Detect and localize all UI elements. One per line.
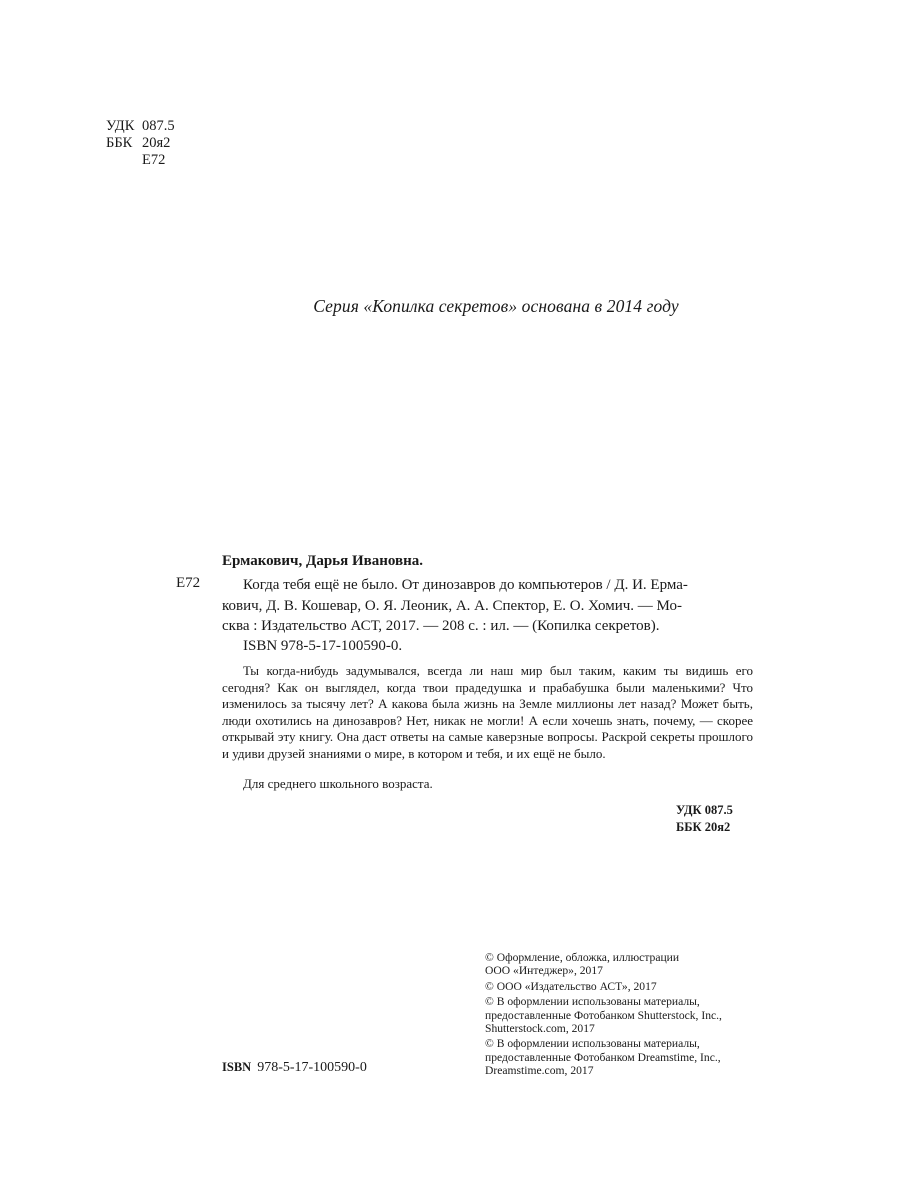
isbn-bottom-value: 978-5-17-100590-0 (257, 1060, 367, 1075)
copyright-dreamstime-line-3: Dreamstime.com, 2017 (485, 1064, 594, 1078)
audience-note: Для среднего школьного возраста. (243, 776, 433, 791)
copyright-design (485, 951, 785, 978)
bbk-label: ББК (106, 135, 133, 151)
copyright-publisher (485, 980, 785, 993)
bib-author-code: Е72 (176, 575, 201, 591)
bib-line-2: кович, Д. В. Кошевар, О. Я. Леоник, А. А. Спектор, Е. О. Хомич. — Мо- (222, 597, 683, 614)
bbk-bottom: ББК 20я2 (676, 820, 731, 834)
author-code-top: Е72 (142, 152, 166, 168)
bbk-value: 20я2 (142, 135, 171, 151)
annotation-text: Ты когда-нибудь задумывался, всегда ли наш мир был таким, каким ты видишь его сегодня? Как он выглядел, когда твои прадедушка и прабабушка были маленькими? Что изменилось за тысячу лет? А какова была жизнь на Земле миллионы лет назад? Может быть, люди охотились на динозавров? Нет, никак не могли! А если хочешь знать, почему, — скорее открывай эту книгу. Она даст ответы на самые каверзные вопросы. Раскрой секреты прошлого и удиви друзей знаниями о мире, в котором и тебя, и их ещё не было. (222, 663, 753, 761)
copyright-dreamstime-line-1: © В оформлении использованы материалы, (485, 1037, 700, 1051)
isbn-bottom-label: ISBN (222, 1060, 252, 1074)
copyright-shutterstock-line-3: Shutterstock.com, 2017 (485, 1022, 595, 1036)
copyright-dreamstime-line-2: предоставленные Фотобанком Dreamstime, Inc., (485, 1050, 721, 1064)
copyright-dreamstime (485, 1037, 785, 1077)
copyright-publisher-line: © ООО «Издательство АСТ», 2017 (485, 979, 657, 993)
isbn-bottom (222, 1060, 367, 1076)
bib-isbn: ISBN 978-5-17-100590-0. (243, 638, 403, 654)
udk-bottom: УДК 087.5 (676, 803, 733, 817)
series-note: Серия «Копилка секретов» основана в 2014 году (313, 296, 679, 316)
bib-description (222, 575, 753, 637)
bbk-top (106, 135, 175, 152)
copyright-shutterstock-line-2: предоставленные Фотобанком Shutterstock, Inc., (485, 1008, 722, 1022)
udk-label: УДК (106, 118, 135, 134)
bib-line-1: Когда тебя ещё не было. От динозавров до компьютеров / Д. И. Ерма- (243, 577, 688, 593)
copyright-shutterstock (485, 995, 785, 1035)
bib-author: Ермакович, Дарья Ивановна. (222, 553, 423, 569)
copyright-design-line-1: © Оформление, обложка, иллюстрации (485, 951, 680, 964)
copyright-block (485, 951, 785, 1078)
bib-line-3: сква : Издательство АСТ, 2017. — 208 с. : ил. — (Копилка секретов). (222, 618, 660, 634)
copyright-design-line-2: ООО «Интеджер», 2017 (485, 964, 603, 978)
udk-value: 087.5 (142, 118, 175, 134)
classification-bottom (676, 802, 733, 836)
classification-top (106, 118, 175, 169)
copyright-shutterstock-line-1: © В оформлении использованы материалы, (485, 995, 700, 1009)
udk-top (106, 118, 175, 135)
